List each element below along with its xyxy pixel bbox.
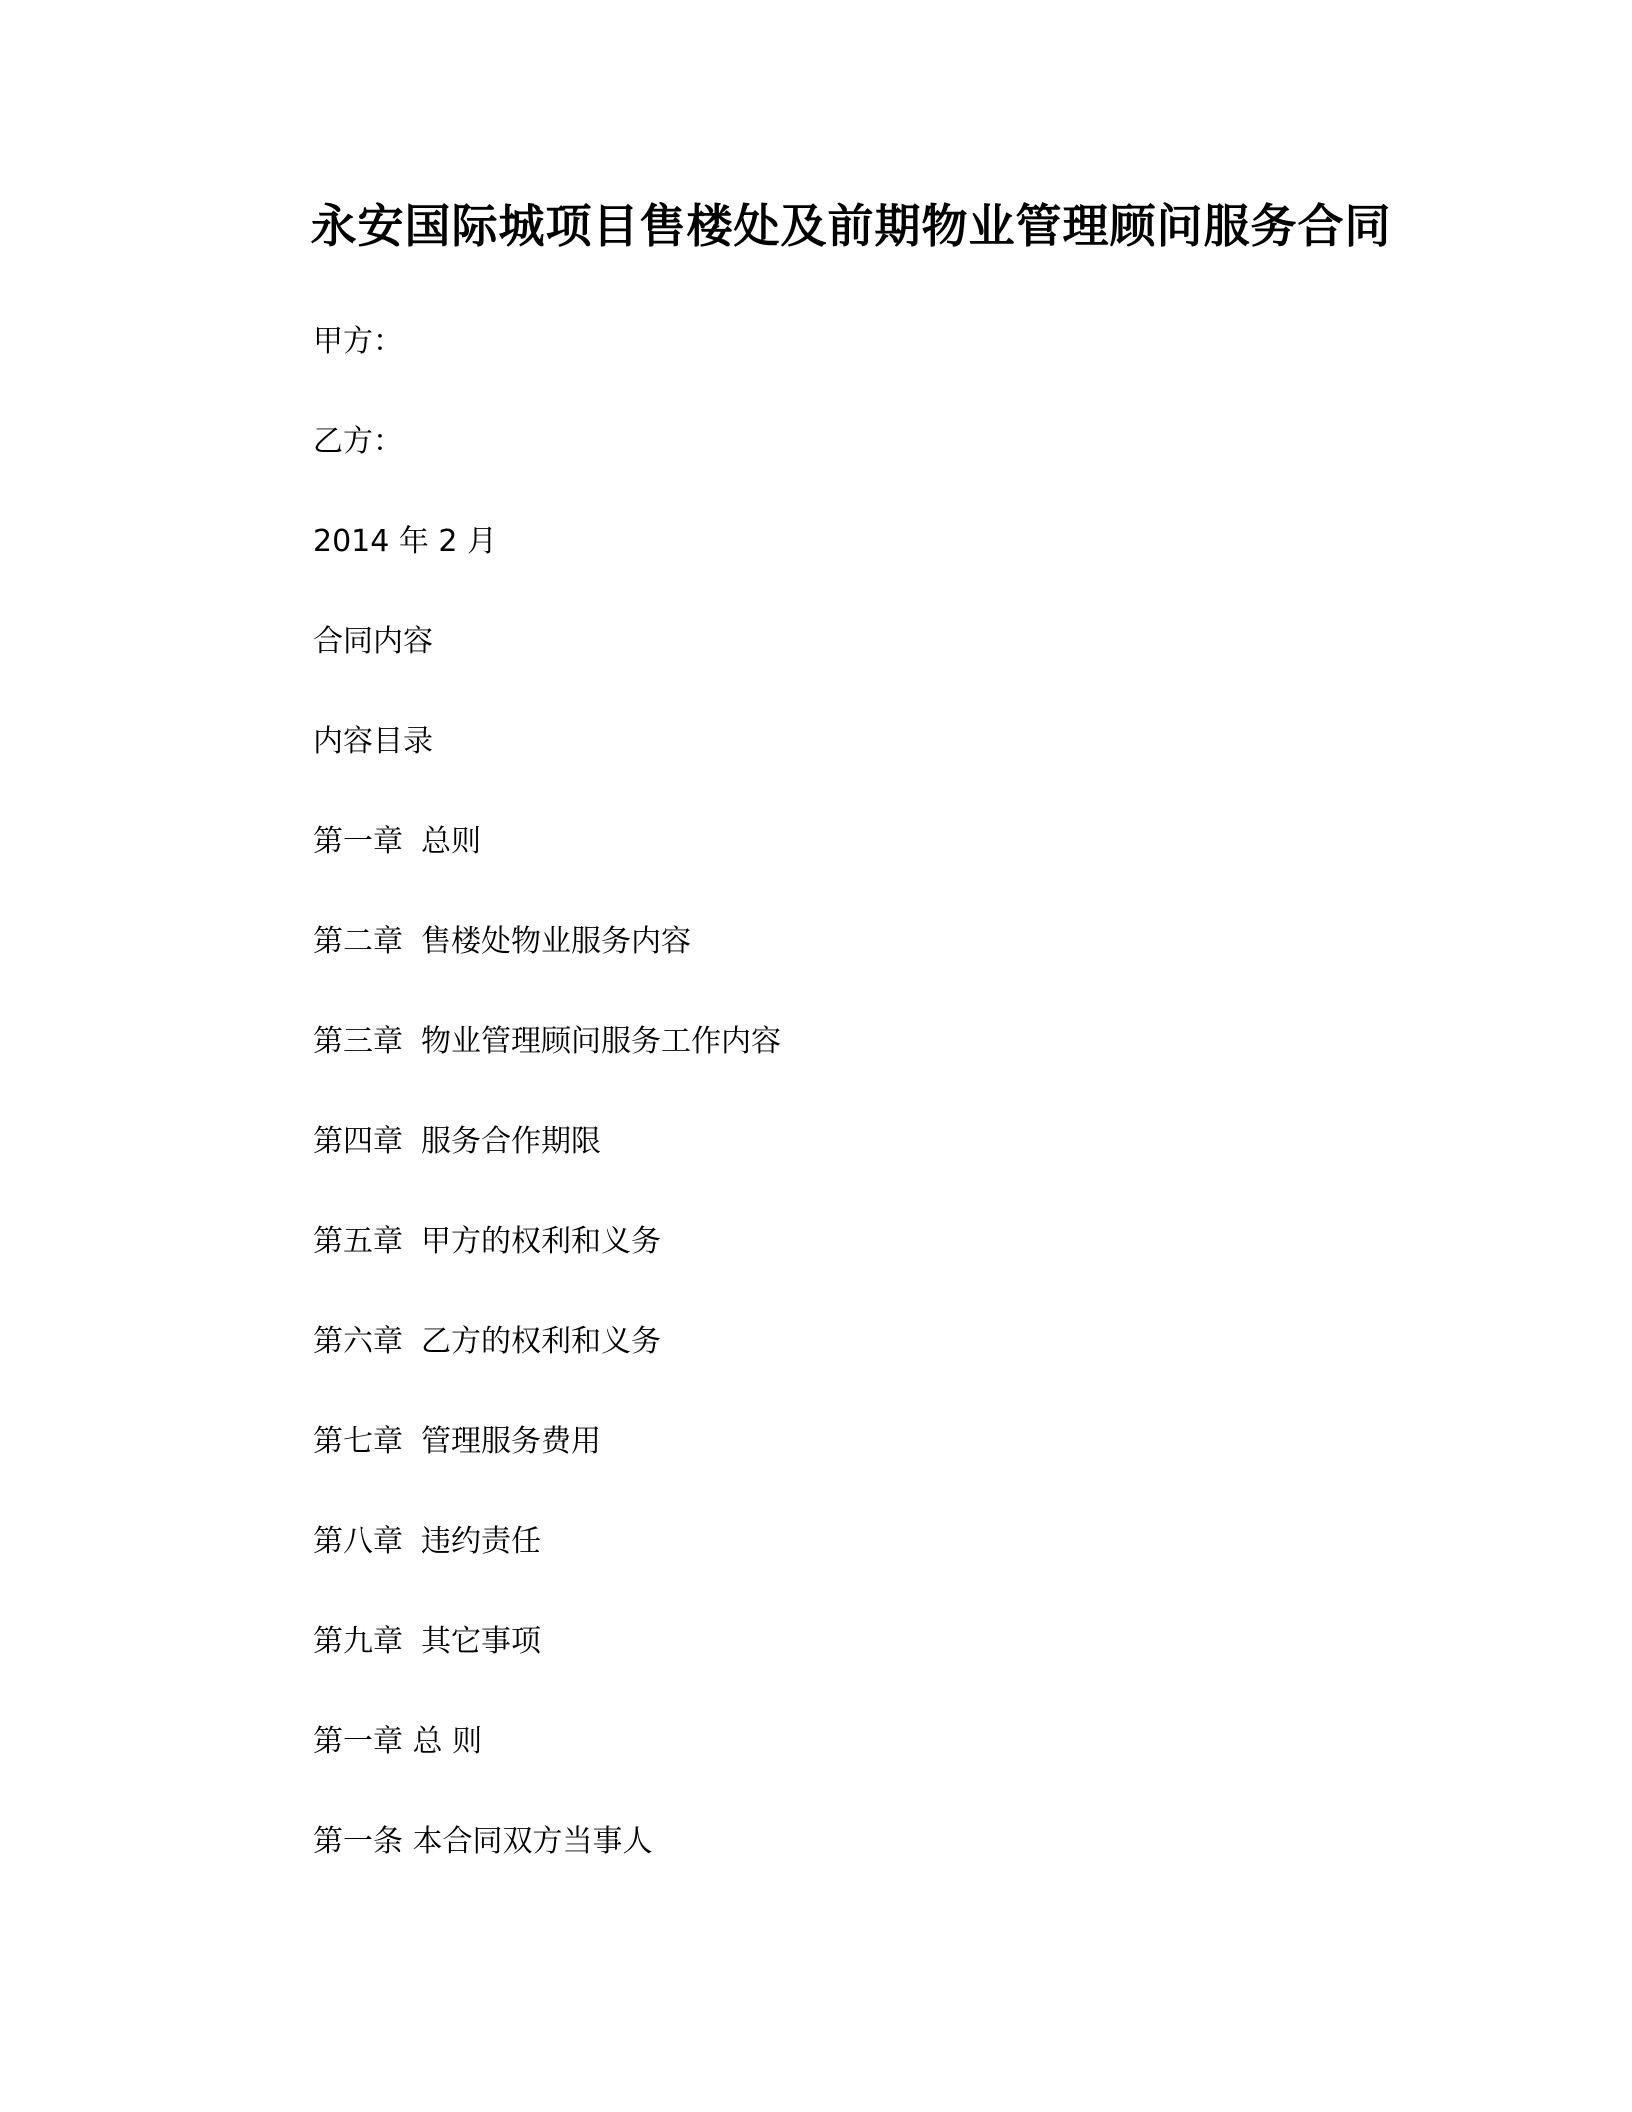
toc-chapter-title: 违约责任: [421, 1524, 541, 1559]
toc-chapter-title: 服务合作期限: [421, 1124, 601, 1159]
toc-chapter-number: 第三章: [313, 1024, 403, 1059]
toc-item: [313, 822, 481, 862]
toc-item: [313, 1522, 541, 1562]
toc-chapter-title: 乙方的权利和义务: [421, 1324, 661, 1359]
toc-item: [313, 1122, 601, 1162]
toc-chapter-number: 第四章: [313, 1124, 403, 1159]
toc-item: [313, 1622, 541, 1662]
toc-chapter-number: 第五章: [313, 1224, 403, 1259]
article-heading: 第一条 本合同双方当事人: [313, 1824, 653, 1859]
toc-chapter-number: 第一章: [313, 824, 403, 859]
toc-chapter-number: 第七章: [313, 1424, 403, 1459]
toc-chapter-title: 物业管理顾问服务工作内容: [421, 1024, 781, 1059]
contract-content-heading: 合同内容: [313, 624, 433, 659]
contract-date: 2014 年 2 月: [313, 524, 498, 559]
party-b-label: 乙方：: [313, 424, 403, 459]
toc-chapter-title: 总则: [421, 824, 481, 859]
toc-item: [313, 1422, 601, 1462]
toc-chapter-title: 甲方的权利和义务: [421, 1224, 661, 1259]
document-title: 永安国际城项目售楼处及前期物业管理顾问服务合同: [310, 199, 1392, 253]
toc-chapter-number: 第六章: [313, 1324, 403, 1359]
toc-item: [313, 1022, 781, 1062]
toc-heading: 内容目录: [313, 724, 433, 759]
toc-chapter-title: 管理服务费用: [421, 1424, 601, 1459]
toc-chapter-title: 其它事项: [421, 1624, 541, 1659]
toc-chapter-number: 第九章: [313, 1624, 403, 1659]
toc-item: [313, 1322, 661, 1362]
party-a-label: 甲方：: [313, 324, 403, 359]
toc-item: [313, 1222, 661, 1262]
chapter-heading: 第一章 总 则: [313, 1724, 483, 1759]
toc-chapter-title: 售楼处物业服务内容: [421, 924, 691, 959]
toc-item: [313, 922, 691, 962]
toc-chapter-number: 第八章: [313, 1524, 403, 1559]
toc-chapter-number: 第二章: [313, 924, 403, 959]
